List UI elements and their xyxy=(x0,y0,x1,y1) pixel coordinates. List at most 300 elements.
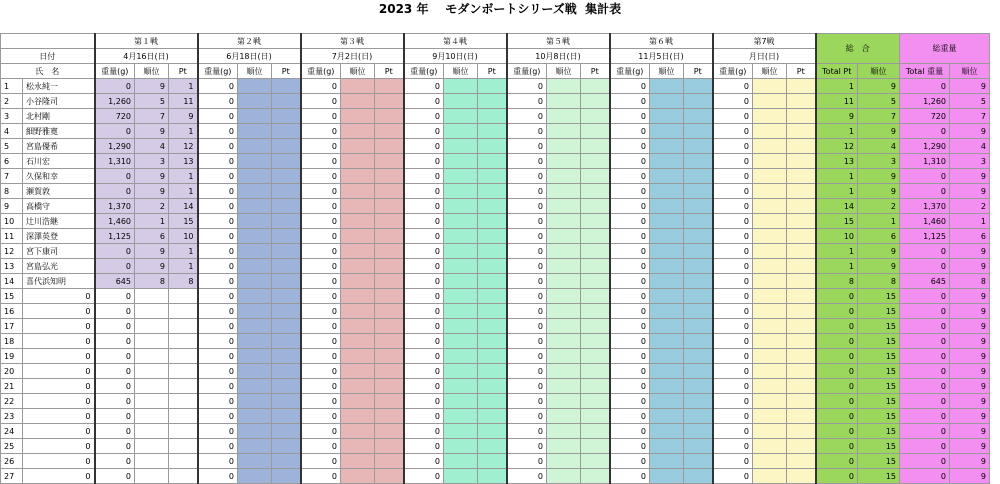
round-2-weight: 0 xyxy=(198,469,238,484)
total-rank: 9 xyxy=(858,124,900,139)
round-4-pt xyxy=(478,169,507,184)
competitor-name: 0 xyxy=(23,454,95,469)
round-2-weight: 0 xyxy=(198,184,238,199)
column-header-row xyxy=(1,64,990,79)
round-1-rank xyxy=(135,439,169,454)
round-4-pt xyxy=(478,454,507,469)
round-2-weight: 0 xyxy=(198,349,238,364)
total-pt: 1 xyxy=(816,169,858,184)
total-weight: 0 xyxy=(900,409,950,424)
round-5-label: 第５戦 xyxy=(507,34,610,49)
round-2-pt xyxy=(272,364,301,379)
round-4-pt xyxy=(478,289,507,304)
round-2-pt xyxy=(272,394,301,409)
round-5-rank xyxy=(547,154,581,169)
round-1-pt xyxy=(169,334,198,349)
round-5-rank xyxy=(547,94,581,109)
round-2-pt xyxy=(272,94,301,109)
round-4-weight: 0 xyxy=(404,259,444,274)
round-2-rank xyxy=(238,169,272,184)
round-7-pt xyxy=(787,199,816,214)
round-5-date: 10月8日(日) xyxy=(507,49,610,64)
round-6-rank xyxy=(650,79,684,94)
round-6-weight: 0 xyxy=(610,439,650,454)
pt-col-header: Pt xyxy=(478,64,507,79)
total-pt: 0 xyxy=(816,349,858,364)
table-row xyxy=(1,124,990,139)
round-2-weight: 0 xyxy=(198,94,238,109)
row-number: 24 xyxy=(1,424,23,439)
round-6-weight: 0 xyxy=(610,409,650,424)
total-rank: 2 xyxy=(858,199,900,214)
round-6-weight: 0 xyxy=(610,364,650,379)
round-1-rank: 7 xyxy=(135,109,169,124)
total-weight: 0 xyxy=(900,424,950,439)
round-5-rank xyxy=(547,364,581,379)
row-number: 19 xyxy=(1,349,23,364)
round-6-pt xyxy=(684,94,713,109)
row-number: 23 xyxy=(1,409,23,424)
round-2-rank xyxy=(238,154,272,169)
round-1-weight: 0 xyxy=(95,409,135,424)
round-6-rank xyxy=(650,424,684,439)
round-6-weight: 0 xyxy=(610,139,650,154)
round-4-pt xyxy=(478,349,507,364)
round-1-weight: 0 xyxy=(95,304,135,319)
table-row xyxy=(1,334,990,349)
round-5-weight: 0 xyxy=(507,214,547,229)
round-1-rank xyxy=(135,289,169,304)
round-3-rank xyxy=(341,334,375,349)
round-1-weight: 0 xyxy=(95,79,135,94)
round-7-weight: 0 xyxy=(713,94,753,109)
round-5-pt xyxy=(581,424,610,439)
weight-rank: 5 xyxy=(950,94,990,109)
total-rank: 4 xyxy=(858,139,900,154)
weight-rank: 4 xyxy=(950,139,990,154)
round-4-weight: 0 xyxy=(404,94,444,109)
total-weight: 0 xyxy=(900,469,950,484)
weight-col-header: 重量(g) xyxy=(95,64,135,79)
round-5-weight: 0 xyxy=(507,94,547,109)
round-7-weight: 0 xyxy=(713,379,753,394)
round-7-pt xyxy=(787,109,816,124)
round-6-pt xyxy=(684,319,713,334)
round-3-weight: 0 xyxy=(301,79,341,94)
total-pt: 0 xyxy=(816,319,858,334)
round-2-rank xyxy=(238,214,272,229)
round-6-weight: 0 xyxy=(610,424,650,439)
table-row xyxy=(1,304,990,319)
round-2-rank xyxy=(238,304,272,319)
row-number: 17 xyxy=(1,319,23,334)
round-1-weight: 1,370 xyxy=(95,199,135,214)
row-number: 3 xyxy=(1,109,23,124)
round-3-rank xyxy=(341,274,375,289)
round-1-pt xyxy=(169,439,198,454)
round-4-date: 9月10日(日) xyxy=(404,49,507,64)
round-3-weight: 0 xyxy=(301,349,341,364)
round-3-weight: 0 xyxy=(301,184,341,199)
round-5-pt xyxy=(581,349,610,364)
round-6-weight: 0 xyxy=(610,289,650,304)
competitor-name: 0 xyxy=(23,349,95,364)
round-1-label: 第１戦 xyxy=(95,34,198,49)
round-2-rank xyxy=(238,319,272,334)
round-7-weight: 0 xyxy=(713,169,753,184)
round-4-rank xyxy=(444,139,478,154)
total-rank: 15 xyxy=(858,409,900,424)
round-1-rank xyxy=(135,409,169,424)
round-6-rank xyxy=(650,139,684,154)
round-5-pt xyxy=(581,154,610,169)
total-rank: 15 xyxy=(858,289,900,304)
weight-rank: 9 xyxy=(950,244,990,259)
round-1-pt: 1 xyxy=(169,169,198,184)
round-3-pt xyxy=(375,349,404,364)
round-4-rank xyxy=(444,274,478,289)
rank-col-header: 順位 xyxy=(238,64,272,79)
round-4-pt xyxy=(478,199,507,214)
round-6-pt xyxy=(684,124,713,139)
round-1-pt: 9 xyxy=(169,109,198,124)
round-2-pt xyxy=(272,289,301,304)
total-rank: 15 xyxy=(858,364,900,379)
total-pt: 1 xyxy=(816,259,858,274)
table-row xyxy=(1,244,990,259)
round-1-rank xyxy=(135,334,169,349)
table-row xyxy=(1,199,990,214)
total-rank: 15 xyxy=(858,319,900,334)
round-3-rank xyxy=(341,394,375,409)
round-3-rank xyxy=(341,439,375,454)
competitor-name: 宮島弘光 xyxy=(23,259,95,274)
round-3-pt xyxy=(375,274,404,289)
round-4-rank xyxy=(444,79,478,94)
round-6-weight: 0 xyxy=(610,79,650,94)
round-2-rank xyxy=(238,184,272,199)
round-4-pt xyxy=(478,79,507,94)
total-weight: 0 xyxy=(900,334,950,349)
competitor-name: 0 xyxy=(23,319,95,334)
round-7-pt xyxy=(787,184,816,199)
total-weight: 0 xyxy=(900,319,950,334)
round-4-pt xyxy=(478,214,507,229)
total-rank: 9 xyxy=(858,184,900,199)
round-7-weight: 0 xyxy=(713,184,753,199)
round-7-weight: 0 xyxy=(713,334,753,349)
round-5-rank xyxy=(547,199,581,214)
row-number: 27 xyxy=(1,469,23,484)
total-rank: 15 xyxy=(858,349,900,364)
row-number: 25 xyxy=(1,439,23,454)
total-rank: 6 xyxy=(858,229,900,244)
round-2-pt xyxy=(272,334,301,349)
round-1-rank: 9 xyxy=(135,184,169,199)
table-row xyxy=(1,454,990,469)
weight-rank: 9 xyxy=(950,469,990,484)
round-2-pt xyxy=(272,379,301,394)
total-pt: 9 xyxy=(816,109,858,124)
round-6-pt xyxy=(684,184,713,199)
round-2-rank xyxy=(238,229,272,244)
round-1-rank xyxy=(135,364,169,379)
round-3-pt xyxy=(375,124,404,139)
round-2-rank xyxy=(238,259,272,274)
round-1-pt xyxy=(169,454,198,469)
round-4-weight: 0 xyxy=(404,124,444,139)
total-weight: 1,370 xyxy=(900,199,950,214)
total-rank: 9 xyxy=(858,259,900,274)
round-2-weight: 0 xyxy=(198,304,238,319)
round-5-pt xyxy=(581,469,610,484)
total-rank: 5 xyxy=(858,94,900,109)
round-7-pt xyxy=(787,334,816,349)
round-3-weight: 0 xyxy=(301,379,341,394)
round-4-pt xyxy=(478,304,507,319)
total-rank: 9 xyxy=(858,244,900,259)
total-pt: 0 xyxy=(816,454,858,469)
row-number: 11 xyxy=(1,229,23,244)
round-7-rank xyxy=(753,349,787,364)
round-5-weight: 0 xyxy=(507,289,547,304)
pt-col-header: Pt xyxy=(581,64,610,79)
rank-col-header: 順位 xyxy=(135,64,169,79)
round-5-rank xyxy=(547,289,581,304)
table-row xyxy=(1,184,990,199)
total-weight: 0 xyxy=(900,454,950,469)
round-3-rank xyxy=(341,124,375,139)
round-5-rank xyxy=(547,109,581,124)
rank-col-header: 順位 xyxy=(341,64,375,79)
round-4-weight: 0 xyxy=(404,154,444,169)
weight-rank: 6 xyxy=(950,229,990,244)
round-6-weight: 0 xyxy=(610,304,650,319)
table-row xyxy=(1,409,990,424)
round-1-rank: 9 xyxy=(135,169,169,184)
total-pt: 0 xyxy=(816,289,858,304)
weight-rank: 9 xyxy=(950,349,990,364)
round-6-pt xyxy=(684,169,713,184)
round-2-rank xyxy=(238,274,272,289)
competitor-name: 小谷隆司 xyxy=(23,94,95,109)
round-7-weight: 0 xyxy=(713,274,753,289)
round-1-date: 4月16日(日) xyxy=(95,49,198,64)
round-2-pt xyxy=(272,349,301,364)
round-1-pt xyxy=(169,289,198,304)
competitor-name: 0 xyxy=(23,424,95,439)
round-3-weight: 0 xyxy=(301,229,341,244)
weight-rank: 1 xyxy=(950,214,990,229)
total-pt: 0 xyxy=(816,409,858,424)
weight-col-header: 重量(g) xyxy=(507,64,547,79)
round-3-pt xyxy=(375,139,404,154)
weight-rank: 7 xyxy=(950,109,990,124)
round-5-weight: 0 xyxy=(507,304,547,319)
table-row xyxy=(1,319,990,334)
round-5-pt xyxy=(581,109,610,124)
round-1-weight: 0 xyxy=(95,289,135,304)
total-weight: 1,290 xyxy=(900,139,950,154)
table-row xyxy=(1,424,990,439)
round-2-date: 6月18日(日) xyxy=(198,49,301,64)
round-7-pt xyxy=(787,364,816,379)
round-1-pt xyxy=(169,394,198,409)
round-4-rank xyxy=(444,394,478,409)
round-5-rank xyxy=(547,184,581,199)
round-3-rank xyxy=(341,319,375,334)
round-6-rank xyxy=(650,109,684,124)
table-row xyxy=(1,349,990,364)
row-number: 15 xyxy=(1,289,23,304)
round-7-pt xyxy=(787,469,816,484)
round-6-rank xyxy=(650,364,684,379)
round-5-pt xyxy=(581,229,610,244)
round-2-weight: 0 xyxy=(198,409,238,424)
round-3-weight: 0 xyxy=(301,199,341,214)
round-1-rank: 6 xyxy=(135,229,169,244)
round-1-weight: 0 xyxy=(95,319,135,334)
round-6-rank xyxy=(650,244,684,259)
round-4-rank xyxy=(444,199,478,214)
round-6-label: 第６戦 xyxy=(610,34,713,49)
round-4-rank xyxy=(444,304,478,319)
round-5-weight: 0 xyxy=(507,334,547,349)
round-4-weight: 0 xyxy=(404,424,444,439)
round-6-rank xyxy=(650,94,684,109)
round-2-weight: 0 xyxy=(198,139,238,154)
round-7-pt xyxy=(787,379,816,394)
round-7-pt xyxy=(787,274,816,289)
round-5-weight: 0 xyxy=(507,319,547,334)
total-pt: 0 xyxy=(816,424,858,439)
round-4-pt xyxy=(478,439,507,454)
total-pt: 15 xyxy=(816,214,858,229)
round-4-pt xyxy=(478,424,507,439)
round-5-rank xyxy=(547,244,581,259)
round-7-weight: 0 xyxy=(713,124,753,139)
round-3-pt xyxy=(375,214,404,229)
total-weight: 0 xyxy=(900,289,950,304)
round-2-pt xyxy=(272,454,301,469)
round-4-rank xyxy=(444,424,478,439)
weight-rank: 9 xyxy=(950,304,990,319)
weight-col-header: 重量(g) xyxy=(301,64,341,79)
round-7-pt xyxy=(787,439,816,454)
round-4-rank xyxy=(444,334,478,349)
round-2-rank xyxy=(238,289,272,304)
round-2-weight: 0 xyxy=(198,424,238,439)
round-2-pt xyxy=(272,229,301,244)
round-3-pt xyxy=(375,229,404,244)
round-5-rank xyxy=(547,139,581,154)
round-7-weight: 0 xyxy=(713,454,753,469)
round-7-date: 月日(日) xyxy=(713,49,816,64)
round-6-pt xyxy=(684,154,713,169)
round-6-rank xyxy=(650,259,684,274)
round-6-rank xyxy=(650,169,684,184)
total-pt: 0 xyxy=(816,334,858,349)
competitor-name: 0 xyxy=(23,469,95,484)
weight-rank: 3 xyxy=(950,154,990,169)
title-year: 2023 xyxy=(378,2,413,16)
total-pt: 1 xyxy=(816,184,858,199)
round-6-rank xyxy=(650,469,684,484)
round-1-weight: 0 xyxy=(95,244,135,259)
round-6-pt xyxy=(684,454,713,469)
round-6-rank xyxy=(650,184,684,199)
total-rank: 15 xyxy=(858,394,900,409)
round-2-pt xyxy=(272,124,301,139)
round-6-rank xyxy=(650,439,684,454)
round-2-weight: 0 xyxy=(198,334,238,349)
round-1-weight: 0 xyxy=(95,364,135,379)
round-2-weight: 0 xyxy=(198,274,238,289)
round-7-weight: 0 xyxy=(713,289,753,304)
round-5-weight: 0 xyxy=(507,259,547,274)
total-pt: 12 xyxy=(816,139,858,154)
date-label: 日付 xyxy=(1,49,95,64)
round-4-label: 第４戦 xyxy=(404,34,507,49)
round-6-rank xyxy=(650,409,684,424)
table-row xyxy=(1,214,990,229)
total-pt: 0 xyxy=(816,394,858,409)
table-row xyxy=(1,229,990,244)
total-weight: 0 xyxy=(900,349,950,364)
weight-rank: 9 xyxy=(950,184,990,199)
round-7-pt xyxy=(787,94,816,109)
weight-rank: 9 xyxy=(950,424,990,439)
rank-col-header: 順位 xyxy=(444,64,478,79)
round-1-pt xyxy=(169,349,198,364)
round-7-rank xyxy=(753,79,787,94)
round-6-weight: 0 xyxy=(610,109,650,124)
round-5-weight: 0 xyxy=(507,199,547,214)
competitor-name: 北村剛 xyxy=(23,109,95,124)
competitor-name: 0 xyxy=(23,334,95,349)
round-4-rank xyxy=(444,454,478,469)
round-6-weight: 0 xyxy=(610,184,650,199)
round-4-pt xyxy=(478,139,507,154)
table-row xyxy=(1,169,990,184)
round-4-weight: 0 xyxy=(404,454,444,469)
round-7-rank xyxy=(753,439,787,454)
round-1-rank xyxy=(135,469,169,484)
round-4-pt xyxy=(478,109,507,124)
round-7-rank xyxy=(753,454,787,469)
round-3-rank xyxy=(341,244,375,259)
round-5-weight: 0 xyxy=(507,439,547,454)
round-3-rank xyxy=(341,304,375,319)
round-4-pt xyxy=(478,154,507,169)
round-3-weight: 0 xyxy=(301,424,341,439)
round-1-rank: 3 xyxy=(135,154,169,169)
round-7-weight: 0 xyxy=(713,244,753,259)
round-1-weight: 0 xyxy=(95,184,135,199)
round-1-weight: 0 xyxy=(95,439,135,454)
round-7-rank xyxy=(753,259,787,274)
weight-rank: 9 xyxy=(950,169,990,184)
round-4-weight: 0 xyxy=(404,304,444,319)
round-1-pt xyxy=(169,469,198,484)
total-pt: 13 xyxy=(816,154,858,169)
round-6-weight: 0 xyxy=(610,334,650,349)
table-row xyxy=(1,379,990,394)
total-pt: 1 xyxy=(816,244,858,259)
round-3-weight: 0 xyxy=(301,214,341,229)
round-7-pt xyxy=(787,319,816,334)
total-pt: 0 xyxy=(816,304,858,319)
